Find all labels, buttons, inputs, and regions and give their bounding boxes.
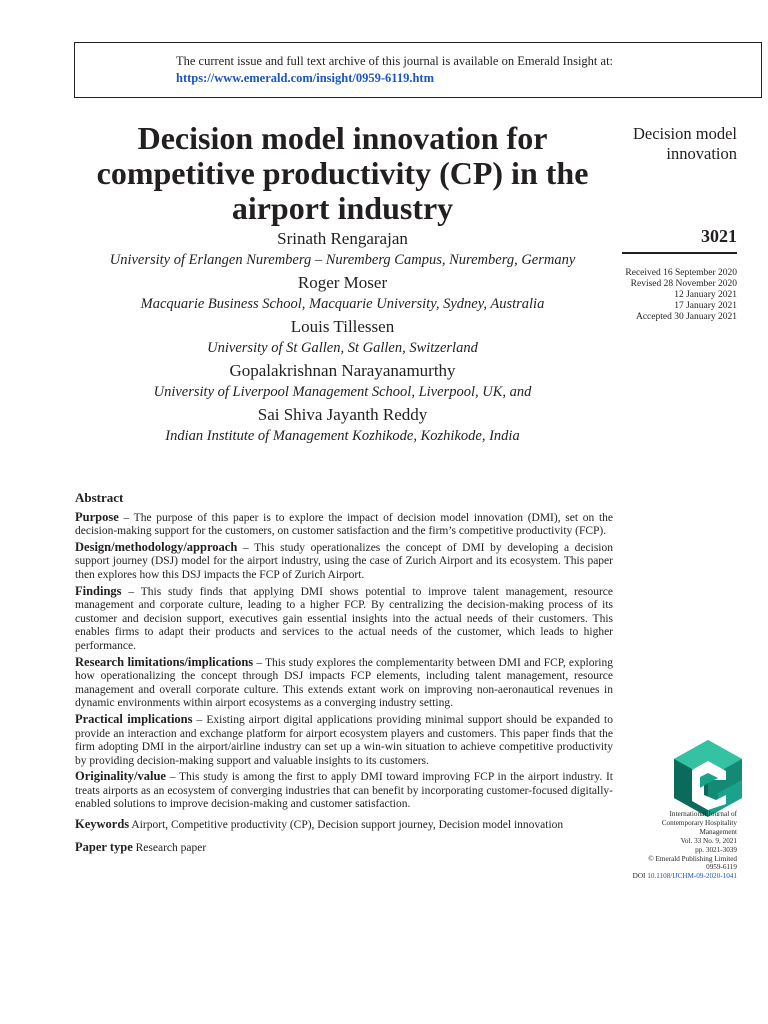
section-text: – This study operationalizes the concept of DMI by developing a decision support journey (DSJ) model for the airport industry, using the case of Zurich Airport and its ecosystem. This paper then explores how this DSJ impacts the FCP of Zurich Airport. [75,541,613,581]
section-text: – This study is among the first to apply DMI toward improving FCP in the airport industry. It treats airports as an ecosystem of converging industries that can benefit by incorporating customer-focused digitally-enabled solutions to improve decision-making and customer satisfaction. [75,771,613,811]
running-title: Decision model innovation [632,124,737,163]
paper-type-text: Research paper [132,841,207,854]
author-affiliation: University of Erlangen Nuremberg – Nuremberg Campus, Nuremberg, Germany [109,252,576,268]
author-name: Roger Moser [297,273,388,292]
journal-issn: 0959-6119 [706,863,737,872]
emerald-publishing-logo-icon [672,740,744,818]
author-name: Srinath Rengarajan [277,229,408,248]
journal-volume: Vol. 33 No. 9, 2021 [680,836,737,845]
section-label: Design/methodology/approach [75,539,238,554]
date-accepted: Accepted 30 January 2021 [635,312,737,323]
date-revised: 12 January 2021 [674,290,737,301]
keywords-label: Keywords [75,817,130,832]
section-label: Findings [75,583,122,598]
author-name: Sai Shiva Jayanth Reddy [257,405,428,424]
page-number: 3021 [701,226,737,246]
keywords-text: Airport, Competitive productivity (CP), Decision support journey, Decision model innovation [129,819,564,832]
journal-publisher: © Emerald Publishing Limited [648,854,737,863]
author-name: Gopalakrishnan Narayanamurthy [229,361,456,380]
abstract-section [75,770,613,812]
author-affiliation: University of Liverpool Management School, Liverpool, UK, and [153,384,532,400]
section-text: – Existing airport digital applications providing minimal support should be expanded to provide an interaction and exchange platform for airport ecosystem players and customers. This paper finds that the firm adopting DMI in the airport/airline industry can set up a win-win situation to achieve competitive productivity by providing decision-making support and valuable insights to its customers. [75,713,613,767]
article-title: Decision model innovation for competitive productivity (CP) in the airport industry [96,120,589,226]
journal-pages: pp. 3021-3039 [695,845,737,854]
journal-info [600,810,737,881]
author-list [40,228,645,448]
section-label: Purpose [75,509,119,524]
author-affiliation: University of St Gallen, St Gallen, Switzerland [207,340,478,356]
abstract-section [75,585,613,654]
section-text: – This study finds that applying DMI shows potential to improve talent management, resource management and corporate culture, leading to a higher FCP. By centralizing the decision-making process of its customer and decision support, executives gain essential insights into the actual needs of their customers. This enables firms to adapt their products and services to the actual needs of the customer, which leads to higher performance. [75,585,613,652]
section-text: – This study explores the complementarity between DMI and FCP, exploring how operationalizing the concept through DSJ impacts FCP elements, including talent management, resource management and overall corporate culture. This extends extant work on improving non-aeronautical revenues in dynamic environments within airport ecosystems as a converging industry setting. [75,656,614,710]
author-affiliation: Macquarie Business School, Macquarie University, Sydney, Australia [140,296,545,312]
journal-name: Management [699,827,737,836]
paper-type-label: Paper type [75,839,133,854]
banner-text: The current issue and full text archive of this journal is available on Emerald Insight at: [176,54,614,68]
section-text: – The purpose of this paper is to explore the impact of decision model innovation (DMI), set on the decision-making support for the customers, on customer satisfaction and the firm’s competitive productivity (FCP). [75,511,613,538]
author-name: Louis Tillessen [290,317,395,336]
paper-type [75,841,613,856]
section-label: Originality/value [75,769,166,784]
abstract-section [75,656,613,711]
section-label: Practical implications [75,711,193,726]
journal-name: Contemporary Hospitality [661,818,737,827]
abstract-section [75,541,613,583]
keywords [75,818,613,833]
section-label: Research limitations/implications [75,654,254,669]
abstract-heading: Abstract [75,490,124,505]
journal-url-link[interactable]: https://www.emerald.com/insight/0959-6119.htm [176,71,434,85]
abstract [75,491,613,855]
abstract-section [75,713,613,768]
date-revised: 17 January 2021 [674,301,737,312]
doi-link[interactable]: 10.1108/IJCHM-09-2020-1041 [647,872,737,881]
access-banner [74,42,762,98]
doi-label: DOI [632,872,646,881]
date-received: Received 16 September 2020 [625,268,737,278]
abstract-section [75,511,613,539]
author-affiliation: Indian Institute of Management Kozhikode, Kozhikode, India [165,428,520,444]
journal-name: International Journal of [669,810,737,818]
doi-line [600,872,737,881]
date-revised: Revised 28 November 2020 [630,279,737,290]
